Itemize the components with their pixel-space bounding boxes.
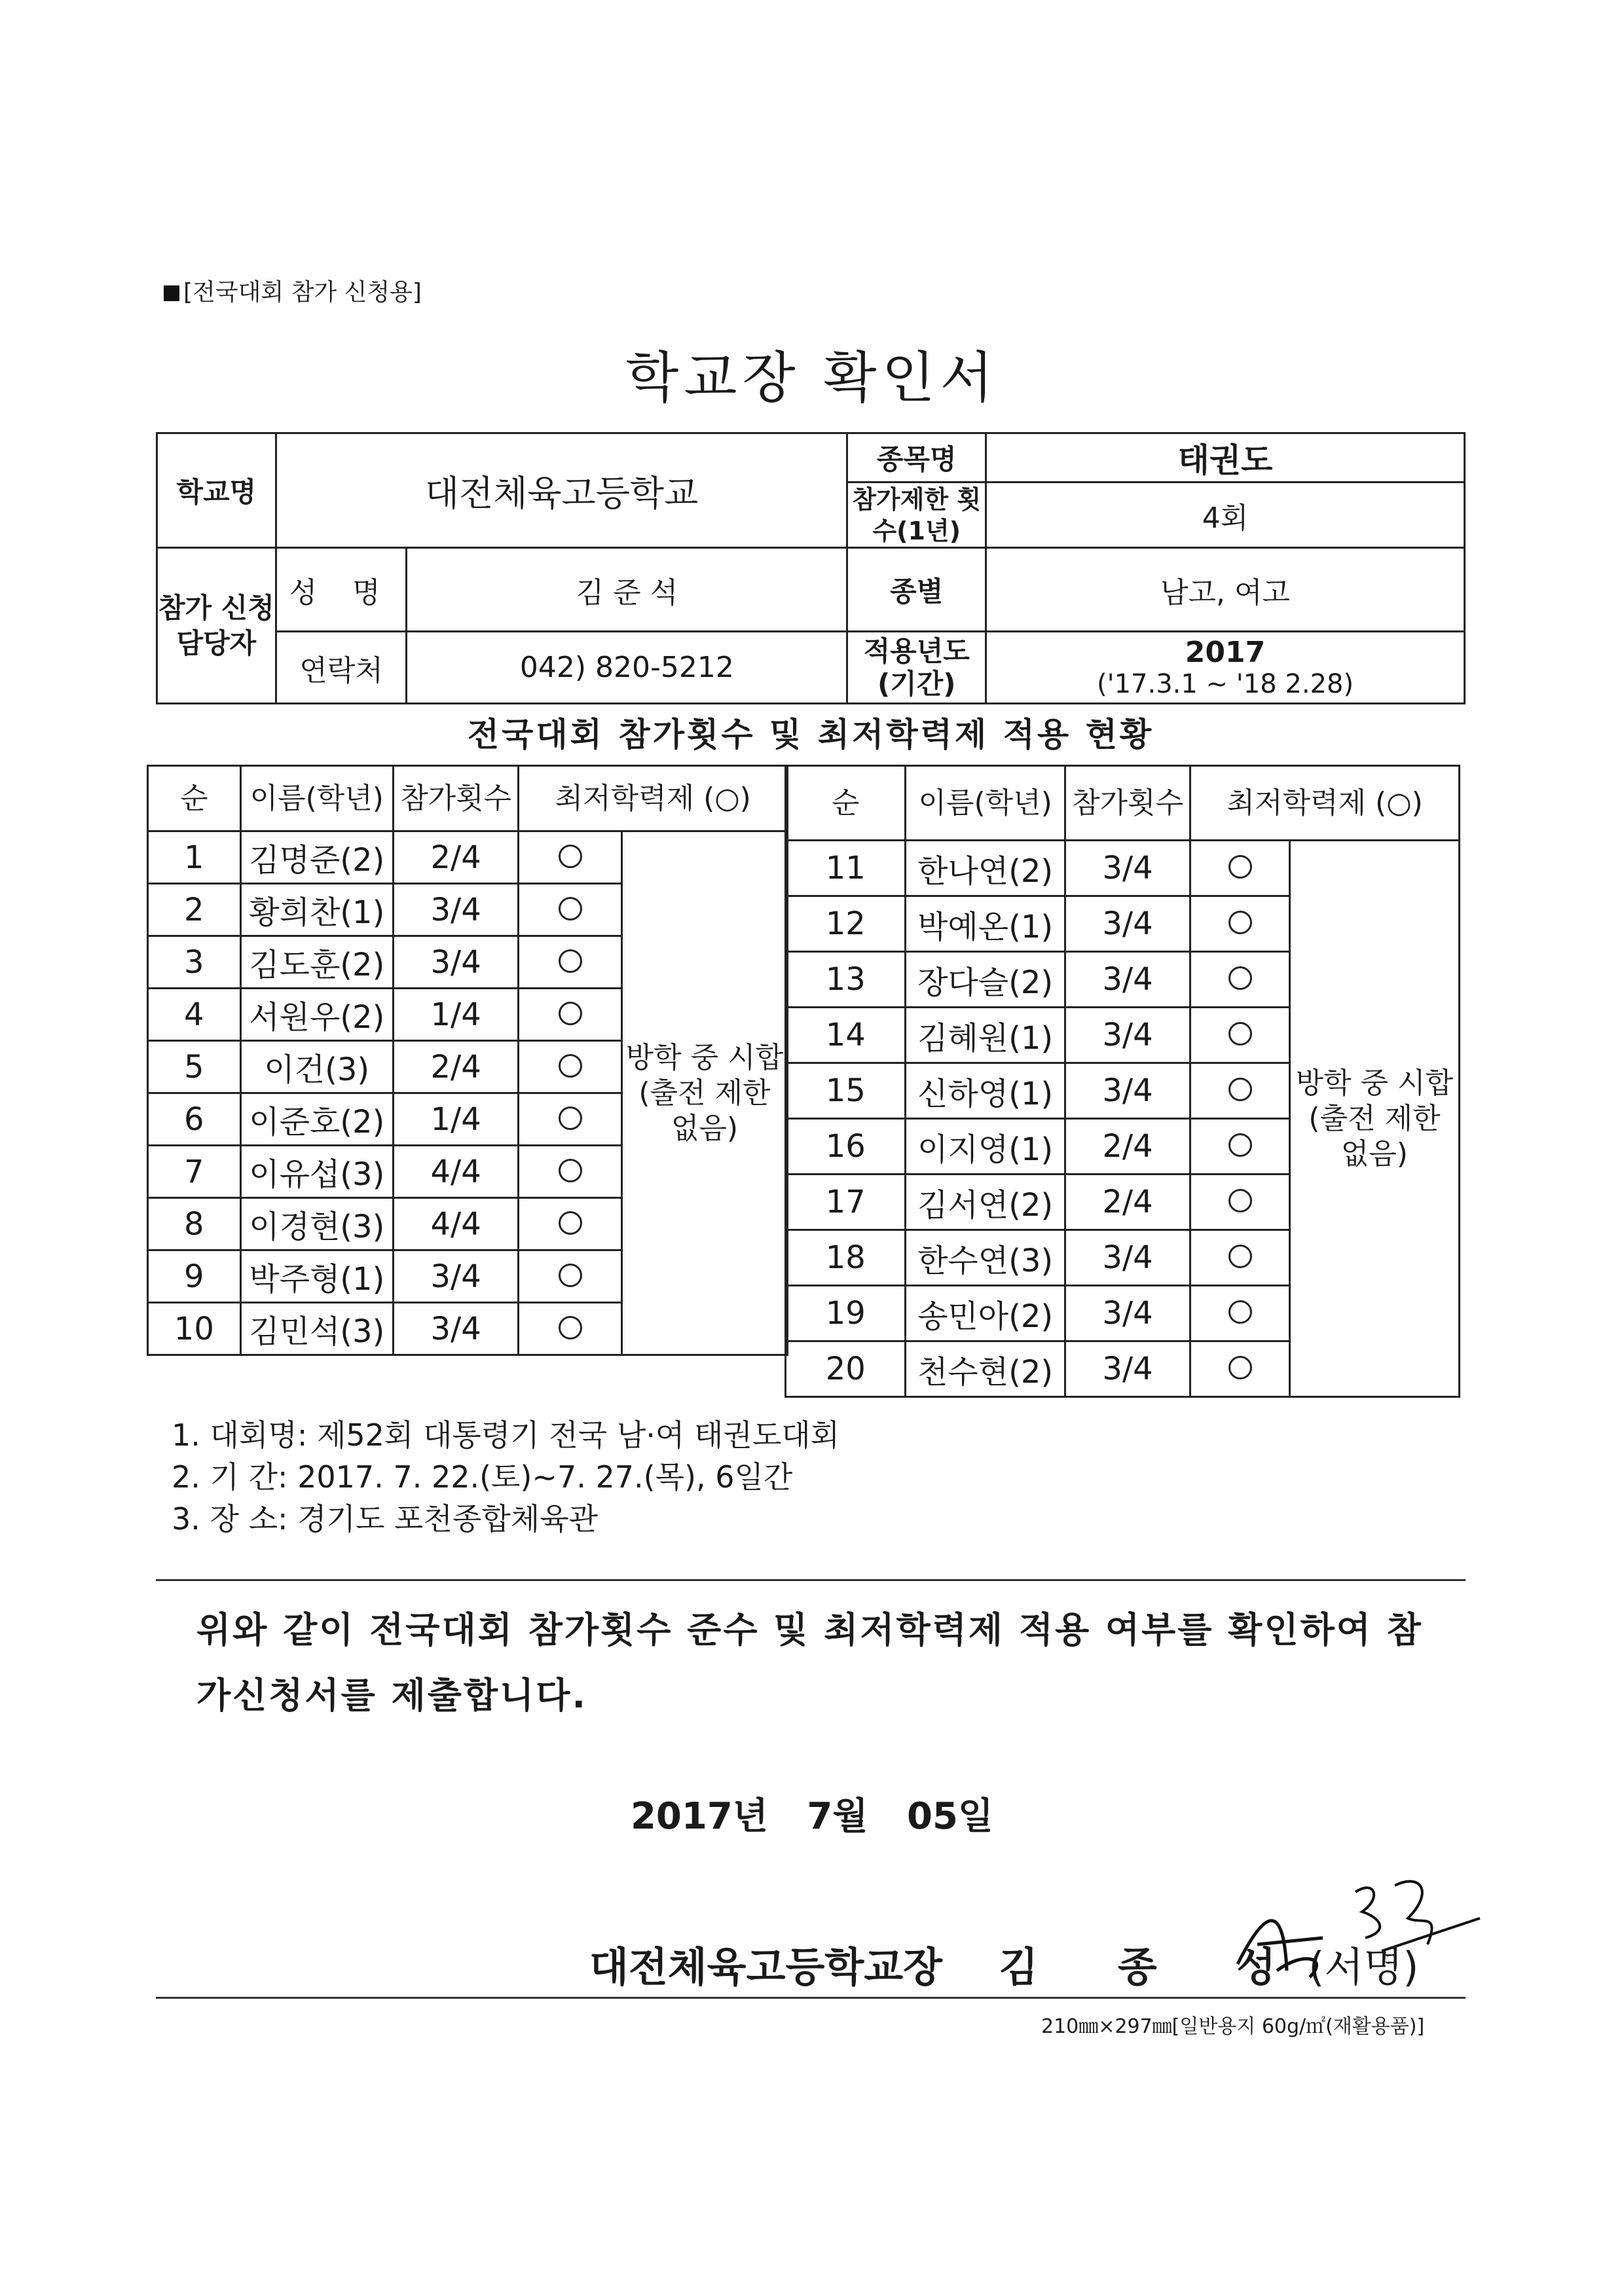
table-row — [786, 841, 1460, 896]
student-name: 김서연(2) — [906, 1175, 1065, 1230]
participation-count: 4/4 — [393, 1146, 518, 1198]
circle-mark-icon — [1228, 911, 1252, 934]
header-table — [156, 432, 1466, 704]
participation-count: 1/4 — [393, 1093, 518, 1146]
circle-mark-icon — [1228, 966, 1252, 990]
participation-count: 4/4 — [393, 1198, 518, 1250]
divider-bottom — [156, 1997, 1466, 1999]
participation-count: 3/4 — [1065, 1286, 1190, 1341]
row-number: 20 — [786, 1341, 906, 1397]
signer-title: 대전체육고등학교장 — [589, 1943, 943, 1991]
min-achievement-check — [1190, 1341, 1290, 1397]
participation-count: 3/4 — [1065, 1230, 1190, 1286]
row-number: 7 — [148, 1146, 241, 1198]
student-name: 한수연(3) — [906, 1230, 1065, 1286]
vacation-note: 방학 중 시합(출전 제한 없음) — [621, 831, 787, 1355]
square-bullet-icon — [164, 285, 179, 301]
date: 2017년 7월 05일 — [630, 1795, 994, 1838]
min-achievement-check — [1190, 1286, 1290, 1341]
student-name: 장다슬(2) — [906, 952, 1065, 1008]
student-name: 이건(3) — [240, 1041, 393, 1093]
circle-mark-icon — [1228, 1356, 1252, 1379]
participation-count: 2/4 — [393, 1041, 518, 1093]
circle-mark-icon — [559, 1316, 582, 1339]
form-tag: [전국대회 참가 신청용] — [164, 274, 422, 307]
participation-count: 2/4 — [1065, 1175, 1190, 1230]
school-name: 대전체육고등학교 — [276, 433, 847, 548]
participation-count: 3/4 — [1065, 1341, 1190, 1397]
circle-mark-icon — [559, 1002, 582, 1025]
participation-count: 3/4 — [1065, 896, 1190, 952]
document-title: 학교장 확인서 — [625, 346, 999, 410]
circle-mark-icon — [1228, 1300, 1252, 1324]
row-number: 11 — [786, 841, 906, 896]
name-label: 성 명 — [276, 548, 407, 632]
row-number: 1 — [148, 831, 241, 884]
circle-mark-icon — [559, 897, 582, 920]
circle-mark-icon — [1228, 855, 1252, 879]
school-label: 학교명 — [157, 433, 276, 548]
row-number: 12 — [786, 896, 906, 952]
circle-mark-icon — [1228, 1245, 1252, 1268]
min-achievement-check — [519, 1198, 621, 1250]
row-number: 15 — [786, 1063, 906, 1119]
event-notes — [172, 1414, 840, 1540]
manager-name: 김 준 석 — [407, 548, 847, 632]
contact-label: 연락처 — [276, 632, 407, 704]
participation-count: 3/4 — [1065, 952, 1190, 1008]
circle-mark-icon — [559, 1264, 582, 1287]
note-venue: 3. 장 소: 경기도 포천종합체육관 — [172, 1501, 599, 1537]
col-min: 최저학력제 (○) — [1190, 766, 1460, 841]
row-number: 3 — [148, 936, 241, 989]
row-number: 9 — [148, 1250, 241, 1303]
sport-label: 종목명 — [847, 433, 986, 483]
participation-count: 2/4 — [1065, 1119, 1190, 1175]
row-number: 16 — [786, 1119, 906, 1175]
row-number: 19 — [786, 1286, 906, 1341]
min-achievement-check — [519, 1250, 621, 1303]
vacation-note: 방학 중 시합(출전 제한 없음) — [1289, 841, 1459, 1397]
circle-mark-icon — [559, 1054, 582, 1078]
student-name: 서원우(2) — [240, 989, 393, 1041]
min-achievement-check — [1190, 841, 1290, 896]
year-value: 2017 — [1185, 636, 1266, 669]
circle-mark-icon — [559, 1211, 582, 1235]
min-achievement-check — [1190, 1008, 1290, 1063]
circle-mark-icon — [559, 1106, 582, 1130]
student-name: 황희찬(1) — [240, 884, 393, 936]
handwritten-signature — [1225, 1872, 1486, 1990]
period-value: ('17.3.1 ~ '18 2.28) — [1097, 669, 1354, 699]
row-number: 2 — [148, 884, 241, 936]
circle-mark-icon — [559, 949, 582, 973]
right-rows — [786, 841, 1460, 1397]
statement: 위와 같이 전국대회 참가횟수 준수 및 최저학력제 적용 여부를 확인하여 참가신청서를 제출합니다. — [196, 1609, 1423, 1716]
row-number: 6 — [148, 1093, 241, 1146]
row-number: 13 — [786, 952, 906, 1008]
left-rows — [148, 831, 788, 1355]
min-achievement-check — [519, 1303, 621, 1355]
signer-name: 김 종 성 — [999, 1943, 1309, 1991]
row-number: 18 — [786, 1230, 906, 1286]
col-count: 참가횟수 — [1065, 766, 1190, 841]
divider-top — [156, 1579, 1466, 1581]
min-achievement-check — [519, 1093, 621, 1146]
participant-table-right — [784, 765, 1460, 1398]
min-achievement-check — [519, 1041, 621, 1093]
circle-mark-icon — [559, 845, 582, 868]
row-number: 14 — [786, 1008, 906, 1063]
participation-count: 2/4 — [393, 831, 518, 884]
contact-value: 042) 820-5212 — [407, 632, 847, 704]
student-name: 한나연(2) — [906, 841, 1065, 896]
participation-count: 1/4 — [393, 989, 518, 1041]
col-no: 순 — [786, 766, 906, 841]
student-name: 이경현(3) — [240, 1198, 393, 1250]
gender-value: 남고, 여고 — [986, 548, 1465, 632]
circle-mark-icon — [1228, 1133, 1252, 1157]
row-number: 5 — [148, 1041, 241, 1093]
min-achievement-check — [1190, 1063, 1290, 1119]
participant-table-left — [147, 765, 788, 1356]
student-name: 이준호(2) — [240, 1093, 393, 1146]
row-number: 4 — [148, 989, 241, 1041]
note-period: 2. 기 간: 2017. 7. 22.(토)~7. 27.(목), 6일간 — [172, 1459, 793, 1495]
min-achievement-check — [1190, 1175, 1290, 1230]
student-name: 박예온(1) — [906, 896, 1065, 952]
participation-count: 3/4 — [393, 1303, 518, 1355]
circle-mark-icon — [1228, 1022, 1252, 1046]
table-row — [148, 831, 788, 884]
participation-count: 3/4 — [393, 884, 518, 936]
seal-label: (서명) — [1308, 1943, 1419, 1991]
student-name: 송민아(2) — [906, 1286, 1065, 1341]
gender-label: 종별 — [847, 548, 986, 632]
circle-mark-icon — [559, 1159, 582, 1182]
circle-mark-icon — [1228, 1189, 1252, 1212]
student-name: 김명준(2) — [240, 831, 393, 884]
row-number: 17 — [786, 1175, 906, 1230]
sport-value: 태권도 — [986, 433, 1465, 483]
col-no: 순 — [148, 766, 241, 831]
student-name: 김도훈(2) — [240, 936, 393, 989]
min-achievement-check — [1190, 1230, 1290, 1286]
student-name: 신하영(1) — [906, 1063, 1065, 1119]
min-achievement-check — [519, 884, 621, 936]
min-achievement-check — [519, 1146, 621, 1198]
row-number: 10 — [148, 1303, 241, 1355]
min-achievement-check — [1190, 952, 1290, 1008]
min-achievement-check — [519, 936, 621, 989]
limit-value: 4회 — [986, 483, 1465, 548]
col-name: 이름(학년) — [906, 766, 1065, 841]
min-achievement-check — [519, 989, 621, 1041]
year-label: 적용년도 (기간) — [847, 632, 986, 704]
student-name: 박주형(1) — [240, 1250, 393, 1303]
section-title: 전국대회 참가횟수 및 최저학력제 적용 현황 — [467, 716, 1154, 754]
student-name: 김혜원(1) — [906, 1008, 1065, 1063]
col-count: 참가횟수 — [393, 766, 518, 831]
paper-spec: 210㎜×297㎜[일반용지 60g/㎡(재활용품)] — [1041, 2015, 1425, 2038]
min-achievement-check — [1190, 1119, 1290, 1175]
participation-count: 3/4 — [1065, 1008, 1190, 1063]
row-number: 8 — [148, 1198, 241, 1250]
participation-count: 3/4 — [1065, 841, 1190, 896]
year-cell — [986, 632, 1465, 704]
limit-label: 참가제한 횟수(1년) — [847, 483, 986, 548]
student-name: 천수현(2) — [906, 1341, 1065, 1397]
participation-count: 3/4 — [393, 1250, 518, 1303]
student-name: 김민석(3) — [240, 1303, 393, 1355]
col-name: 이름(학년) — [240, 766, 393, 831]
manager-label: 참가 신청 담당자 — [157, 548, 276, 704]
min-achievement-check — [519, 831, 621, 884]
circle-mark-icon — [1228, 1078, 1252, 1101]
min-achievement-check — [1190, 896, 1290, 952]
col-min: 최저학력제 (○) — [519, 766, 788, 831]
participation-count: 3/4 — [393, 936, 518, 989]
student-name: 이유섭(3) — [240, 1146, 393, 1198]
note-event: 1. 대회명: 제52회 대통령기 전국 남·여 태권도대회 — [172, 1417, 840, 1453]
student-name: 이지영(1) — [906, 1119, 1065, 1175]
participation-count: 3/4 — [1065, 1063, 1190, 1119]
